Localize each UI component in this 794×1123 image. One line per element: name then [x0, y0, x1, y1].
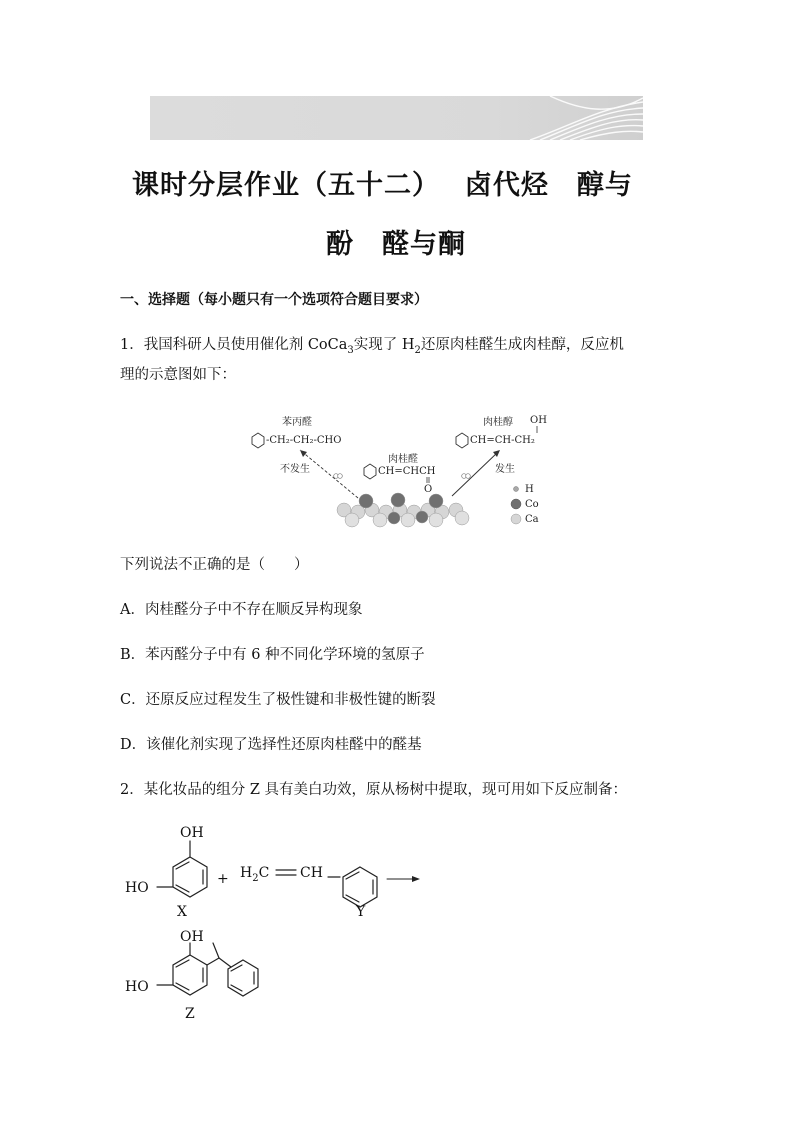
- z-label: Z: [185, 1006, 195, 1022]
- x-benzene-ring: [157, 841, 207, 897]
- fig-mid-formula: CH=CHCH: [378, 466, 436, 477]
- fig-mid-oxygen: O: [424, 484, 433, 495]
- q1-mechanism-figure: [240, 410, 560, 535]
- fig-left-formula: -CH₂-CH₂-CHO: [266, 435, 342, 446]
- benzene-ring-icon: [456, 433, 468, 448]
- y-label: Y: [356, 904, 366, 920]
- q2-stem: 2．某化妆品的组分 Z 具有美白功效，原从杨树中提取，现可用如下反应制备：: [120, 782, 628, 798]
- benzene-ring-icon: [364, 464, 376, 479]
- q1-stem-sub2: 2: [414, 344, 421, 356]
- z-oh-left: HO: [125, 979, 149, 995]
- legend-ca-icon: [511, 514, 521, 524]
- q1-stem-part2: 实现了 H: [353, 337, 415, 353]
- fig-left-name: 苯丙醛: [282, 417, 312, 428]
- legend-h-icon: [514, 487, 519, 492]
- header-banner: [150, 96, 643, 140]
- page-title-line1: 课时分层作业（五十二） 卤代烃 醇与: [132, 170, 633, 201]
- arrowhead-icon: [412, 876, 420, 882]
- page-title-line2: 酚 醛与酮: [326, 229, 466, 260]
- y-benzene-ring: [328, 867, 377, 907]
- fig-right-oh: OH: [530, 415, 547, 426]
- x-oh-left: HO: [125, 880, 149, 896]
- legend-ca-label: Ca: [525, 514, 539, 525]
- y-h2c: $H_2C$: [240, 865, 270, 884]
- section-heading: 一、选择题（每小题只有一个选项符合题目要求）: [120, 292, 428, 308]
- q1-stem-line1: [120, 335, 624, 361]
- q1-question: 下列说法不正确的是（ ）: [120, 557, 309, 573]
- q1-option-b: B．苯丙醛分子中有 6 种不同化学环境的氢原子: [120, 647, 425, 663]
- fig-right-formula: CH=CH-CH₂: [470, 435, 535, 446]
- y-ch: CH: [300, 865, 323, 881]
- solid-arrow: [452, 452, 498, 496]
- fig-right-name: 肉桂醇: [483, 417, 513, 428]
- q1-option-d: D．该催化剂实现了选择性还原肉桂醛中的醛基: [120, 737, 422, 753]
- q1-stem-part3: 还原肉桂醛生成肉桂醇，反应机: [420, 337, 624, 353]
- fig-mid-name: 肉桂醛: [388, 454, 418, 465]
- z-structure: [157, 943, 258, 996]
- q1-option-c: C．还原反应过程发生了极性键和非极性键的断裂: [120, 692, 436, 708]
- z-oh-top: OH: [180, 929, 204, 945]
- q1-stem-sub1: 3: [347, 344, 354, 356]
- q1-option-a: A．肉桂醛分子中不存在顺反异构现象: [120, 602, 363, 618]
- x-oh-top: OH: [180, 825, 204, 841]
- legend-co-label: Co: [525, 499, 539, 510]
- q1-stem-part1: 1．我国科研人员使用催化剂 CoCa: [120, 337, 348, 353]
- banner-swirl-decoration: [150, 96, 643, 140]
- benzene-ring-icon: [252, 433, 264, 448]
- plus-sign: +: [217, 871, 229, 887]
- fig-left-arrow-label: 不发生: [280, 464, 310, 475]
- legend-co-icon: [511, 499, 521, 509]
- q1-stem-line2: 理的示意图如下：: [120, 367, 236, 383]
- fig-right-arrow-label: 发生: [495, 464, 515, 475]
- q2-reaction-figure: [115, 815, 445, 1030]
- arrowhead-icon: [300, 450, 307, 457]
- x-label: X: [177, 904, 187, 920]
- legend-h-label: H: [525, 484, 534, 495]
